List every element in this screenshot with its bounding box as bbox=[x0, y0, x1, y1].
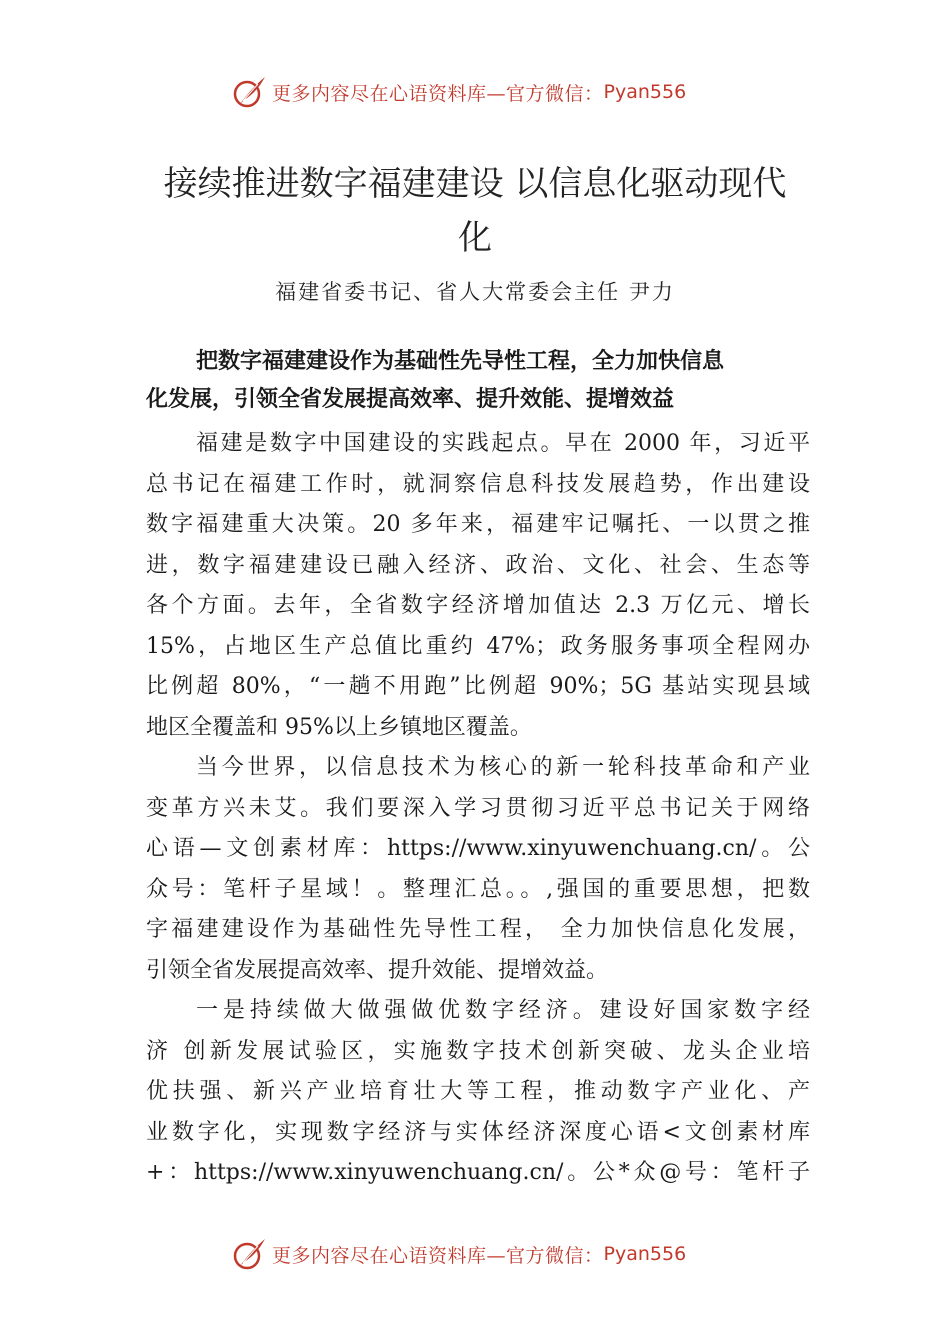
heading-line: 化发展，引领全省发展提高效率、提升效能、提增效益 bbox=[146, 387, 675, 412]
text-line: 福建是数字中国建设的实践起点。早在 2000 年，习近平 bbox=[196, 431, 810, 456]
text-line: 业数字化，实现数字经济与实体经济深度心语<文创素材库 bbox=[146, 1119, 810, 1145]
text-line: 济 创新发展试验区，实施数字技术创新突破、龙头企业培 bbox=[146, 1038, 810, 1064]
title-line: 化 bbox=[458, 218, 492, 258]
banner-wechat-id: Pyan556 bbox=[603, 1243, 687, 1265]
text-line: 众号：笔杆子星域！。整理汇总。。,强国的重要思想，把数 bbox=[146, 876, 810, 902]
header-watermark-banner bbox=[232, 72, 686, 112]
text-line: 当今世界，以信息技术为核心的新一轮科技革命和产业 bbox=[196, 755, 810, 780]
text-line: 进，数字福建建设已融入经济、政治、文化、社会、生态等 bbox=[146, 552, 810, 578]
text-line: 数字福建重大决策。20 多年来，福建牢记嘱托、一以贯之推 bbox=[146, 512, 810, 537]
feather-logo-icon bbox=[232, 1236, 268, 1272]
text-line: 一是持续做大做强做优数字经济。建设好国家数字经 bbox=[196, 998, 810, 1023]
banner-text: 更多内容尽在心语资料库—官方微信： bbox=[272, 1244, 604, 1267]
text-line: 比例超 80%，“一趟不用跑”比例超 90%；5G 基站实现县域 bbox=[146, 674, 810, 699]
article-title bbox=[120, 157, 830, 265]
heading-line: 把数字福建建设作为基础性先导性工程，全力加快信息 bbox=[196, 349, 725, 374]
paragraph-3 bbox=[146, 991, 810, 1194]
footer-watermark-banner bbox=[232, 1234, 686, 1274]
text-line: 各个方面。去年，全省数字经济增加值达 2.3 万亿元、增长 bbox=[146, 593, 810, 618]
text-line: 15%，占地区生产总值比重约 47%；政务服务事项全程网办 bbox=[146, 633, 810, 659]
article-body bbox=[146, 424, 810, 1194]
paragraph-1 bbox=[146, 424, 810, 748]
text-line: 变革方兴未艾。我们要深入学习贯彻习近平总书记关于网络 bbox=[146, 795, 810, 821]
text-line: 字福建建设作为基础性先导性工程， 全力加快信息化发展， bbox=[146, 917, 810, 942]
banner-wechat-id: Pyan556 bbox=[603, 81, 687, 103]
text-line: 地区全覆盖和 95%以上乡镇地区覆盖。 bbox=[146, 714, 532, 740]
section-heading bbox=[146, 343, 806, 419]
article-author: 福建省委书记、省人大常委会主任 尹力 bbox=[275, 280, 675, 304]
paragraph-2 bbox=[146, 748, 810, 991]
text-line: 心语—文创素材库：https://www.xinyuwenchuang.cn/。公 bbox=[146, 836, 810, 861]
banner-text: 更多内容尽在心语资料库—官方微信： bbox=[272, 82, 604, 105]
text-line: 总书记在福建工作时，就洞察信息科技发展趋势，作出建设 bbox=[146, 471, 810, 497]
text-line: +：https://www.xinyuwenchuang.cn/。公*众@号：笔杆子 bbox=[146, 1160, 810, 1185]
title-line: 接续推进数字福建建设 以信息化驱动现代 bbox=[163, 164, 787, 204]
text-line: 引领全省发展提高效率、提升效能、提增效益。 bbox=[146, 957, 609, 983]
feather-logo-icon bbox=[232, 74, 268, 110]
text-line: 优扶强、新兴产业培育壮大等工程，推动数字产业化、产 bbox=[146, 1079, 810, 1104]
